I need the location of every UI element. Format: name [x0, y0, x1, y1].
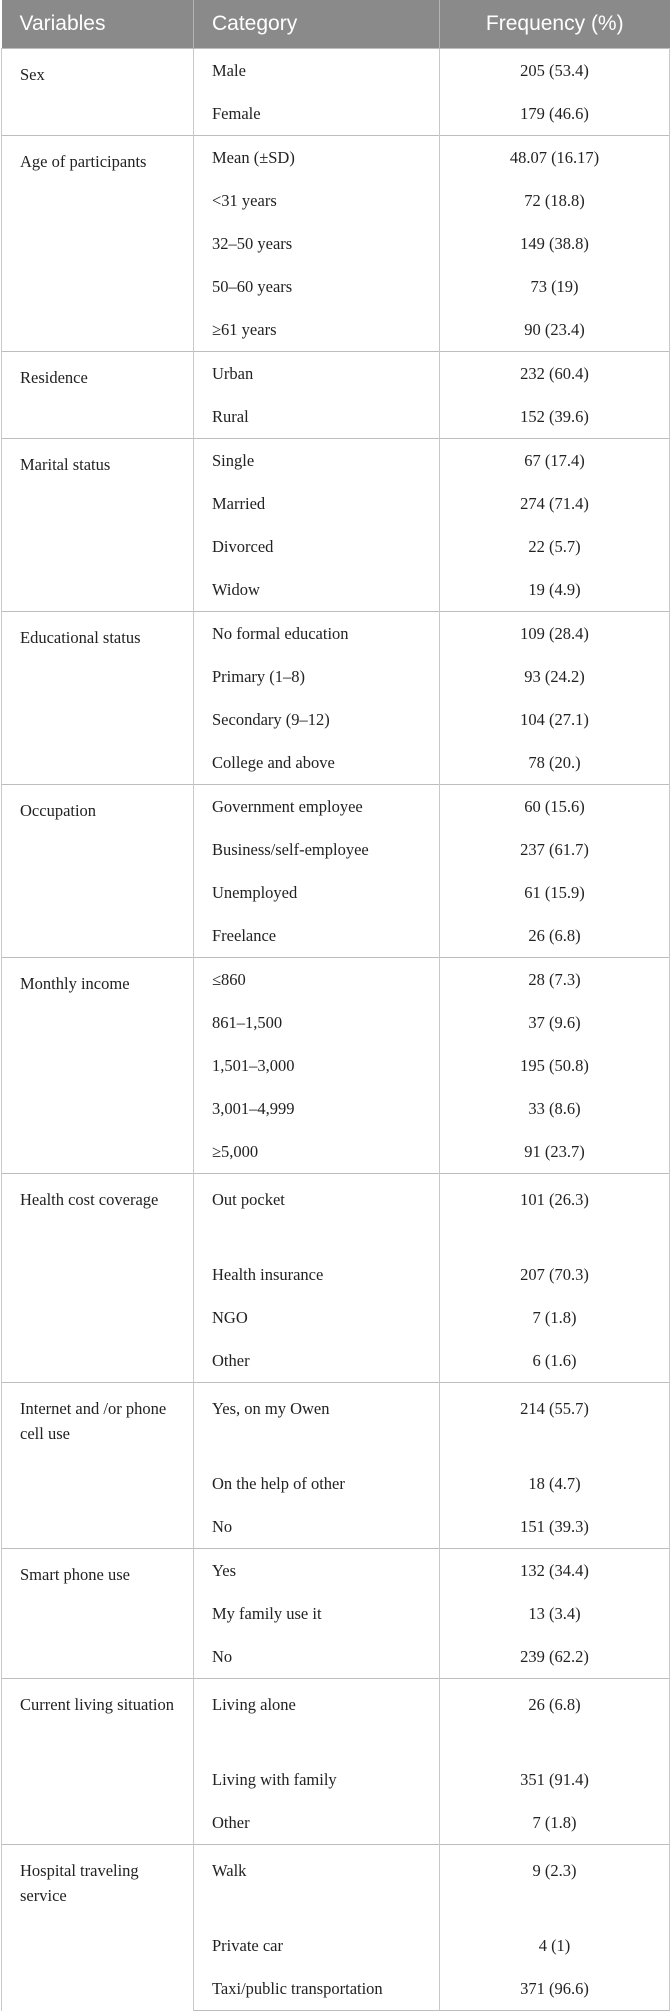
category-cell: Other [194, 1339, 440, 1383]
category-cell: Single [194, 439, 440, 483]
frequency-cell: 28 (7.3) [440, 958, 670, 1002]
table-body [2, 49, 670, 2011]
category-cell: Unemployed [194, 871, 440, 914]
category-cell: Female [194, 92, 440, 136]
category-cell: Out pocket [194, 1174, 440, 1254]
category-cell: Mean (±SD) [194, 136, 440, 180]
category-cell: Living with family [194, 1758, 440, 1801]
table-row [2, 1549, 670, 1593]
frequency-cell: 7 (1.8) [440, 1296, 670, 1339]
variable-cell: Occupation [2, 785, 194, 958]
category-cell: No [194, 1505, 440, 1549]
frequency-cell: 72 (18.8) [440, 179, 670, 222]
table-row [2, 612, 670, 656]
category-cell: Government employee [194, 785, 440, 829]
category-cell: Health insurance [194, 1253, 440, 1296]
frequency-cell: 205 (53.4) [440, 49, 670, 93]
table-header-row [2, 0, 670, 49]
variable-cell: Smart phone use [2, 1549, 194, 1679]
variable-cell: Marital status [2, 439, 194, 612]
frequency-cell: 4 (1) [440, 1924, 670, 1967]
category-cell: Widow [194, 568, 440, 612]
frequency-cell: 90 (23.4) [440, 308, 670, 352]
table-row [2, 1383, 670, 1463]
category-cell: 861–1,500 [194, 1001, 440, 1044]
category-cell: Freelance [194, 914, 440, 958]
frequency-cell: 179 (46.6) [440, 92, 670, 136]
frequency-cell: 351 (91.4) [440, 1758, 670, 1801]
header-category: Category [194, 0, 440, 49]
variable-cell: Monthly income [2, 958, 194, 1174]
frequency-cell: 26 (6.8) [440, 1679, 670, 1759]
frequency-cell: 61 (15.9) [440, 871, 670, 914]
frequency-cell: 149 (38.8) [440, 222, 670, 265]
category-cell: Yes, on my Owen [194, 1383, 440, 1463]
frequency-cell: 195 (50.8) [440, 1044, 670, 1087]
category-cell: <31 years [194, 179, 440, 222]
variable-cell: Age of participants [2, 136, 194, 352]
category-cell: ≥61 years [194, 308, 440, 352]
frequency-cell: 91 (23.7) [440, 1130, 670, 1174]
category-cell: Urban [194, 352, 440, 396]
table-row [2, 49, 670, 93]
frequency-cell: 109 (28.4) [440, 612, 670, 656]
frequency-cell: 239 (62.2) [440, 1635, 670, 1679]
frequency-cell: 207 (70.3) [440, 1253, 670, 1296]
variable-cell: Hospital traveling service [2, 1845, 194, 2011]
frequency-cell: 371 (96.6) [440, 1967, 670, 2011]
table-row [2, 958, 670, 1002]
frequency-cell: 7 (1.8) [440, 1801, 670, 1845]
frequency-cell: 101 (26.3) [440, 1174, 670, 1254]
frequency-cell: 13 (3.4) [440, 1592, 670, 1635]
category-cell: Walk [194, 1845, 440, 1925]
frequency-cell: 274 (71.4) [440, 482, 670, 525]
frequency-cell: 232 (60.4) [440, 352, 670, 396]
category-cell: ≥5,000 [194, 1130, 440, 1174]
category-cell: Business/self-employee [194, 828, 440, 871]
category-cell: College and above [194, 741, 440, 785]
frequency-cell: 26 (6.8) [440, 914, 670, 958]
frequency-cell: 132 (34.4) [440, 1549, 670, 1593]
category-cell: Living alone [194, 1679, 440, 1759]
variable-cell: Current living situation [2, 1679, 194, 1845]
category-cell: Other [194, 1801, 440, 1845]
category-cell: NGO [194, 1296, 440, 1339]
variable-cell: Sex [2, 49, 194, 136]
frequency-cell: 93 (24.2) [440, 655, 670, 698]
frequency-cell: 78 (20.) [440, 741, 670, 785]
variable-cell: Internet and /or phone cell use [2, 1383, 194, 1549]
variable-cell: Educational status [2, 612, 194, 785]
category-cell: Primary (1–8) [194, 655, 440, 698]
frequency-cell: 19 (4.9) [440, 568, 670, 612]
frequency-cell: 67 (17.4) [440, 439, 670, 483]
header-frequency: Frequency (%) [440, 0, 670, 49]
table-row [2, 1845, 670, 1925]
category-cell: Male [194, 49, 440, 93]
category-cell: 50–60 years [194, 265, 440, 308]
category-cell: On the help of other [194, 1462, 440, 1505]
frequency-cell: 60 (15.6) [440, 785, 670, 829]
category-cell: 1,501–3,000 [194, 1044, 440, 1087]
frequency-cell: 48.07 (16.17) [440, 136, 670, 180]
frequency-cell: 237 (61.7) [440, 828, 670, 871]
table-row [2, 785, 670, 829]
category-cell: Yes [194, 1549, 440, 1593]
category-cell: No [194, 1635, 440, 1679]
category-cell: Divorced [194, 525, 440, 568]
table-row [2, 439, 670, 483]
frequency-cell: 37 (9.6) [440, 1001, 670, 1044]
table-row [2, 352, 670, 396]
category-cell: ≤860 [194, 958, 440, 1002]
category-cell: My family use it [194, 1592, 440, 1635]
header-variables: Variables [2, 0, 194, 49]
category-cell: No formal education [194, 612, 440, 656]
frequency-cell: 104 (27.1) [440, 698, 670, 741]
frequency-cell: 214 (55.7) [440, 1383, 670, 1463]
category-cell: Secondary (9–12) [194, 698, 440, 741]
frequency-cell: 151 (39.3) [440, 1505, 670, 1549]
table-row [2, 136, 670, 180]
table-row [2, 1679, 670, 1759]
frequency-cell: 152 (39.6) [440, 395, 670, 439]
category-cell: 32–50 years [194, 222, 440, 265]
variable-cell: Health cost coverage [2, 1174, 194, 1383]
frequency-cell: 6 (1.6) [440, 1339, 670, 1383]
category-cell: Rural [194, 395, 440, 439]
category-cell: 3,001–4,999 [194, 1087, 440, 1130]
table-row [2, 1174, 670, 1254]
frequency-cell: 9 (2.3) [440, 1845, 670, 1925]
frequency-cell: 22 (5.7) [440, 525, 670, 568]
category-cell: Taxi/public transportation [194, 1967, 440, 2011]
category-cell: Married [194, 482, 440, 525]
frequency-cell: 33 (8.6) [440, 1087, 670, 1130]
category-cell: Private car [194, 1924, 440, 1967]
demographics-table [1, 0, 670, 2011]
frequency-cell: 18 (4.7) [440, 1462, 670, 1505]
variable-cell: Residence [2, 352, 194, 439]
frequency-cell: 73 (19) [440, 265, 670, 308]
